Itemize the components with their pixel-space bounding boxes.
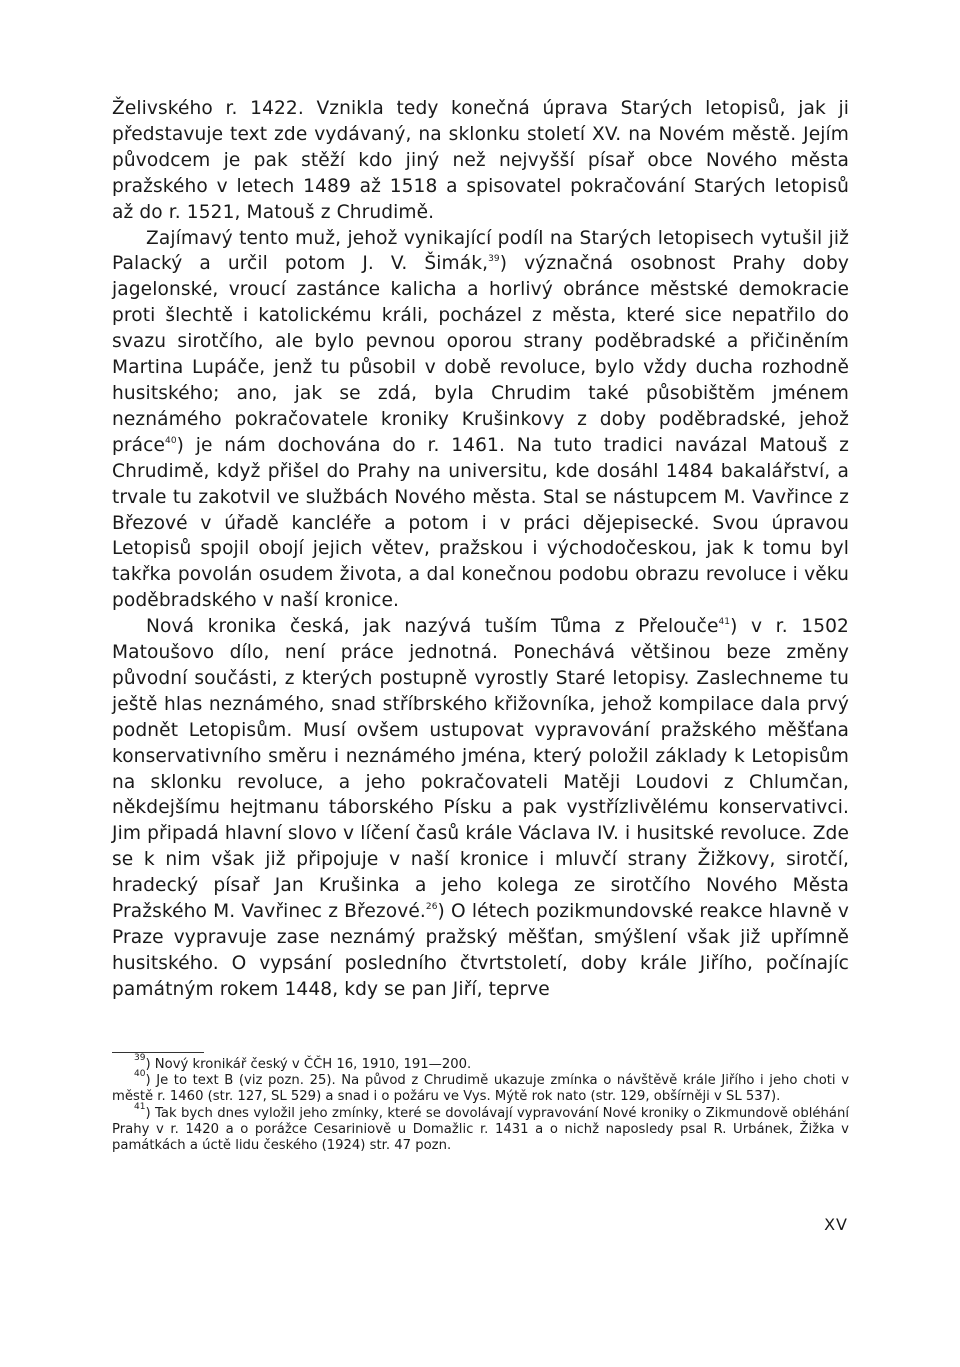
paragraph-1 [112,96,849,226]
footnote-ref-40: 40 [165,435,177,446]
paragraph-2-text-b: ) význačná osobnost Prahy doby jagelonské, vroucí zastánce kalicha a horlivý obránce městské demokracie proti šlechtě i katolickému králi, pocházel z města, které sice nepatřilo do svazu sirotčího, ale bylo pevnou oporou strany poděbradské a přičiněním Martina Lupáče, jenž tu působil v době revoluce, bylo vždy ducha rozhodně husitského; ano, jak se zdá, byla Chrudim také působištěm jménem neznámého pokračovatele kroniky Krušinkovy z doby poděbradské, jehož práce [112,253,849,456]
footnote-divider [112,1052,204,1053]
footnote-39 [112,1053,849,1073]
paragraph-2-text-a: Zajímavý tento muž, jehož vynikající podíl na Starých letopisech vytušil již Palacký a určil potom J. V. Šimák, [112,227,849,275]
paragraph-1-text: Želivského r. 1422. Vznikla tedy konečná úprava Starých letopisů, jak ji představuje text zde vydávaný, na sklonku století XV. na Novém městě. Jejím původcem je pak stěží kdo jiný než nejvyšší písař obce Nového města pražského v letech 1489 až 1518 a spisovatel pokračování Starých letopisů až do r. 1521, Matouš z Chrudimě. [112,98,849,223]
footnote-40-mark: 40 [134,1069,146,1080]
footnote-ref-41: 41 [718,617,731,628]
paragraph-3-text-a: Nová kronika česká, jak nazývá tuším Tůma z Přelouče [146,616,719,638]
body-text [112,96,849,1003]
paragraph-3 [112,614,849,1003]
paragraph-2 [112,226,849,615]
footnote-41-mark: 41 [134,1101,146,1112]
footnote-40-text: ) Je to text B (viz pozn. 25). Na původ z Chrudimě ukazuje zmínka o návštěvě krále Jiřího i jeho choti v městě r. 1460 (str. 127, SL 529) a snad i o požáru ve Vys. Mýtě rok nato (str. 129, obšírněji v SL 537). [112,1073,849,1105]
footnote-ref-26: 26 [425,902,438,913]
footnote-40 [112,1069,849,1105]
main-text [112,96,849,1003]
paragraph-3-text-c: ) O létech pozikmundovské reakce hlavně v Praze vypravuje zase neznámý pražský měšťan, smýšlení však již upřímně husitského. O vypsání posledního čtvrtstoletí, doby krále Jiřího, počínajíc památným rokem 1448, kdy se pan Jiří, teprve [112,901,849,1000]
footnote-ref-39: 39 [488,254,500,265]
footnote-41-text: ) Tak bych dnes vyložil jeho zmínky, které se dovolávají vypravování Nové kroniky o Zikmundově obléhání Prahy v r. 1420 a o porážce Cesariniově u Domažlic r. 1431 a o nichž naposledy psal R. Urbánek, Žižka v památkách a úctě lidu českého (1924) str. 47 pozn. [112,1105,849,1154]
footnotes [112,1053,849,1154]
paragraph-2-text-c: ) je nám dochována do r. 1461. Na tuto tradici navázal Matouš z Chrudimě, když přišel do Prahy na universitu, kde dosáhl 1484 bakalářství, a trvale tu zakotvil ve službách Nového města. Stal se nástupcem M. Vavřince z Březové v úřadě kancléře a potom i v práci dějepisecké. Svou úpravou Letopisů spojil obojí jejich větev, pražskou i východočeskou, jak k tomu byl takřka povolán osudem života, a dal konečnou podobu obrazu revoluce i věku poděbradského v naší kronice. [112,434,849,612]
footnote-41 [112,1101,849,1155]
footnote-39-mark: 39 [134,1053,146,1063]
page-number: XV [824,1215,848,1234]
footnote-39-text: ) Nový kronikář český v ČČH 16, 1910, 191—200. [145,1057,472,1072]
paragraph-3-text-b: ) v r. 1502 Matoušovo dílo, není práce jednotná. Ponechává většinou beze změny původní součásti, z kterých postupně vyrostly Staré letopisy. Zaslechneme tu ještě hlas neznámého, snad stříbrského křižovníka, jehož kompilace dala prvý podnět Letopisům. Musí ovšem ustupovat vypravování pražského měšťana konservativního směru i neznámého jména, který položil základy k Letopisům na sklonku revoluce, a jeho pokračovateli Matěji Loudovi z Chlumčan, někdejšímu hejtmanu táborského Písku a pak vystřízlivělému konservativci. Jim připadá hlavní slovo v líčení časů krále Václava IV. i husitské revoluce. Zde se k nim však již připojuje v naší kronice i mluvčí strany Žižkovy, sirotčí, hradecký písař Jan Krušinka a jeho kolega ze sirotčího Nového Města Pražského M. Vavřinec z Březové. [112,616,849,923]
